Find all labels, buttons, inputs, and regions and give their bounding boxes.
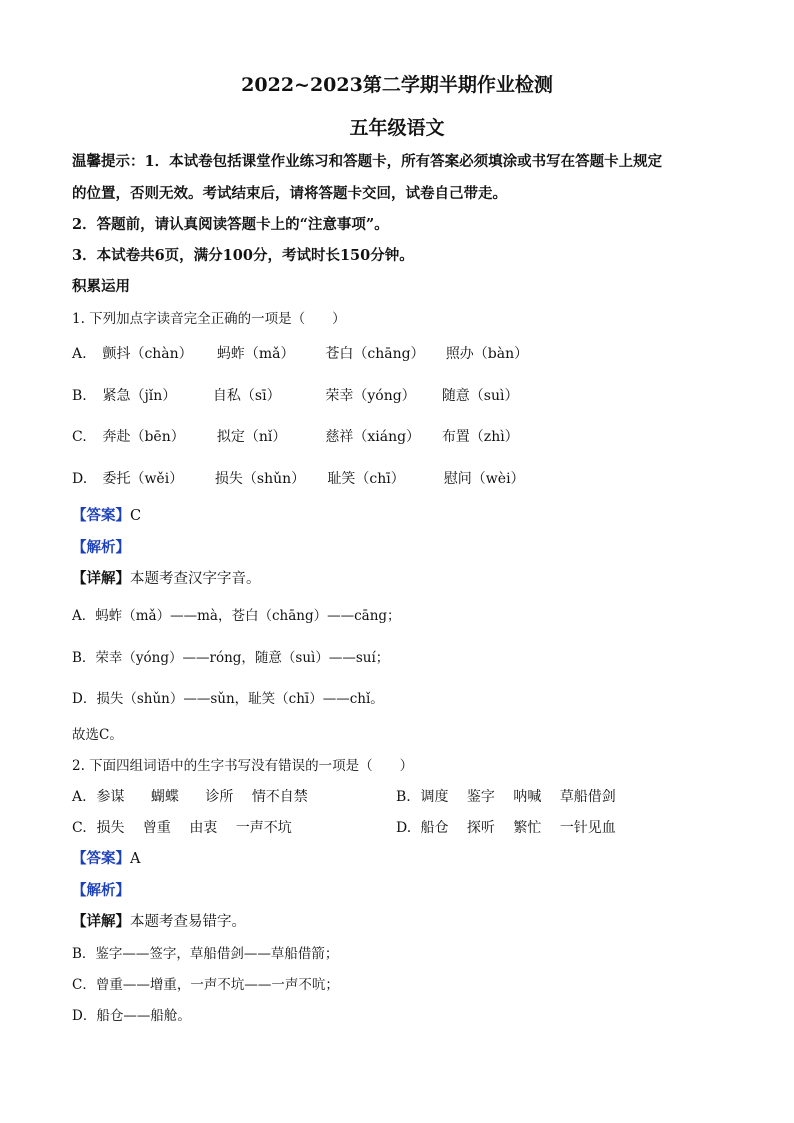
q1-option-b	[72, 385, 519, 405]
q1-detail	[72, 567, 261, 588]
option-label: C.	[72, 429, 87, 445]
option-item: 曾重	[142, 820, 171, 836]
notice-line-4: 3．本试卷共6页，满分100分，考试时长150分钟。	[72, 247, 414, 264]
notice-line-1: 温馨提示：1．本试卷包括课堂作业练习和答题卡，所有答案必须填涂或书写在答题卡上规定	[72, 153, 663, 170]
option-item: 慈祥（xiáng）	[325, 429, 421, 445]
option-item: 委托（wěi）	[102, 471, 184, 487]
detail-tag: 【详解】	[72, 570, 130, 587]
q1-explain-d: D．损失（shǔn）——sǔn，耻笑（chī）——chǐ。	[72, 691, 384, 707]
q2-answer	[72, 847, 140, 868]
option-item: 鉴字	[466, 789, 495, 805]
q1-analysis-tag: 【解析】	[72, 539, 130, 556]
option-item: 照办（bàn）	[445, 346, 529, 362]
page-title: 2022~2023第二学期半期作业检测	[241, 74, 553, 96]
option-item: 船仓	[420, 820, 449, 836]
q2-analysis-tag: 【解析】	[72, 882, 130, 899]
option-item: 耻笑（chī）	[327, 471, 405, 487]
option-item: 探听	[466, 820, 495, 836]
option-item: 随意（suì）	[441, 388, 519, 404]
answer-value: C	[130, 508, 142, 524]
q1-answer	[72, 504, 141, 525]
q2-option-b	[396, 786, 616, 806]
option-item: 损失	[96, 820, 125, 836]
detail-text: 本题考查汉字字音。	[130, 571, 261, 587]
section-heading: 积累运用	[72, 278, 130, 295]
option-label: A.	[72, 346, 87, 362]
answer-tag: 【答案】	[72, 850, 130, 867]
option-item: 颤抖（chàn）	[102, 346, 193, 362]
q1-option-a	[72, 343, 528, 363]
option-label: C.	[72, 820, 87, 836]
option-item: 繁忙	[513, 820, 542, 836]
option-label: B.	[72, 388, 87, 404]
option-item: 苍白（chāng）	[325, 346, 425, 362]
option-item: 奔赴（bēn）	[102, 429, 185, 445]
detail-text: 本题考查易错字。	[130, 914, 246, 930]
q1-explain-b: B．荣幸（yóng）——róng，随意（suì）——suí；	[72, 650, 390, 666]
option-item: 慰问（wèi）	[443, 471, 525, 487]
option-item: 由衷	[189, 820, 218, 836]
option-item: 损失（shǔn）	[214, 471, 306, 487]
option-item: 一声不坑	[235, 820, 292, 836]
option-item: 紧急（jǐn）	[102, 388, 177, 404]
option-item: 一针见血	[559, 820, 616, 836]
option-label: A.	[72, 789, 87, 805]
q1-conclusion: 故选C。	[72, 727, 123, 743]
option-item: 情不自禁	[251, 789, 308, 805]
option-item: 呐喊	[513, 789, 542, 805]
q2-explain-c: C．曾重——增重，一声不坑——一声不吭；	[72, 977, 339, 993]
option-item: 调度	[420, 789, 449, 805]
option-label: B.	[396, 789, 411, 805]
q2-explain-b: B．鉴字——签字，草船借剑——草船借箭；	[72, 946, 339, 962]
option-label: D.	[396, 820, 412, 836]
page-subtitle: 五年级语文	[349, 117, 445, 139]
option-item: 草船借剑	[559, 789, 616, 805]
q1-option-d	[72, 468, 525, 488]
answer-value: A	[130, 851, 141, 867]
q2-option-a	[72, 786, 308, 806]
option-item: 诊所	[205, 789, 234, 805]
detail-tag: 【详解】	[72, 913, 130, 930]
option-item: 蝴蝶	[150, 789, 179, 805]
option-item: 自私（sī）	[212, 388, 281, 404]
option-item: 蚂蚱（mǎ）	[216, 346, 295, 362]
q2-detail	[72, 910, 246, 931]
answer-tag: 【答案】	[72, 507, 130, 524]
q1-stem: 1. 下列加点字读音完全正确的一项是（ ）	[72, 311, 346, 327]
q2-option-d	[396, 817, 616, 837]
q2-explain-d: D．船仓——船舱。	[72, 1008, 191, 1024]
q1-explain-a: A．蚂蚱（mǎ）——mà，苍白（chāng）——cāng；	[72, 608, 401, 624]
option-item: 拟定（nǐ）	[216, 429, 287, 445]
option-item: 荣幸（yóng）	[325, 388, 416, 404]
q2-stem: 2. 下面四组词语中的生字书写没有错误的一项是（ ）	[72, 758, 414, 774]
option-label: D.	[72, 471, 88, 487]
notice-line-3: 2．答题前，请认真阅读答题卡上的“注意事项”。	[72, 216, 389, 233]
q1-option-c	[72, 426, 519, 446]
q2-option-c	[72, 817, 292, 837]
option-item: 参谋	[96, 789, 125, 805]
option-item: 布置（zhì）	[441, 429, 519, 445]
notice-line-2: 的位置，否则无效。考试结束后，请将答题卡交回，试卷自己带走。	[72, 185, 507, 202]
